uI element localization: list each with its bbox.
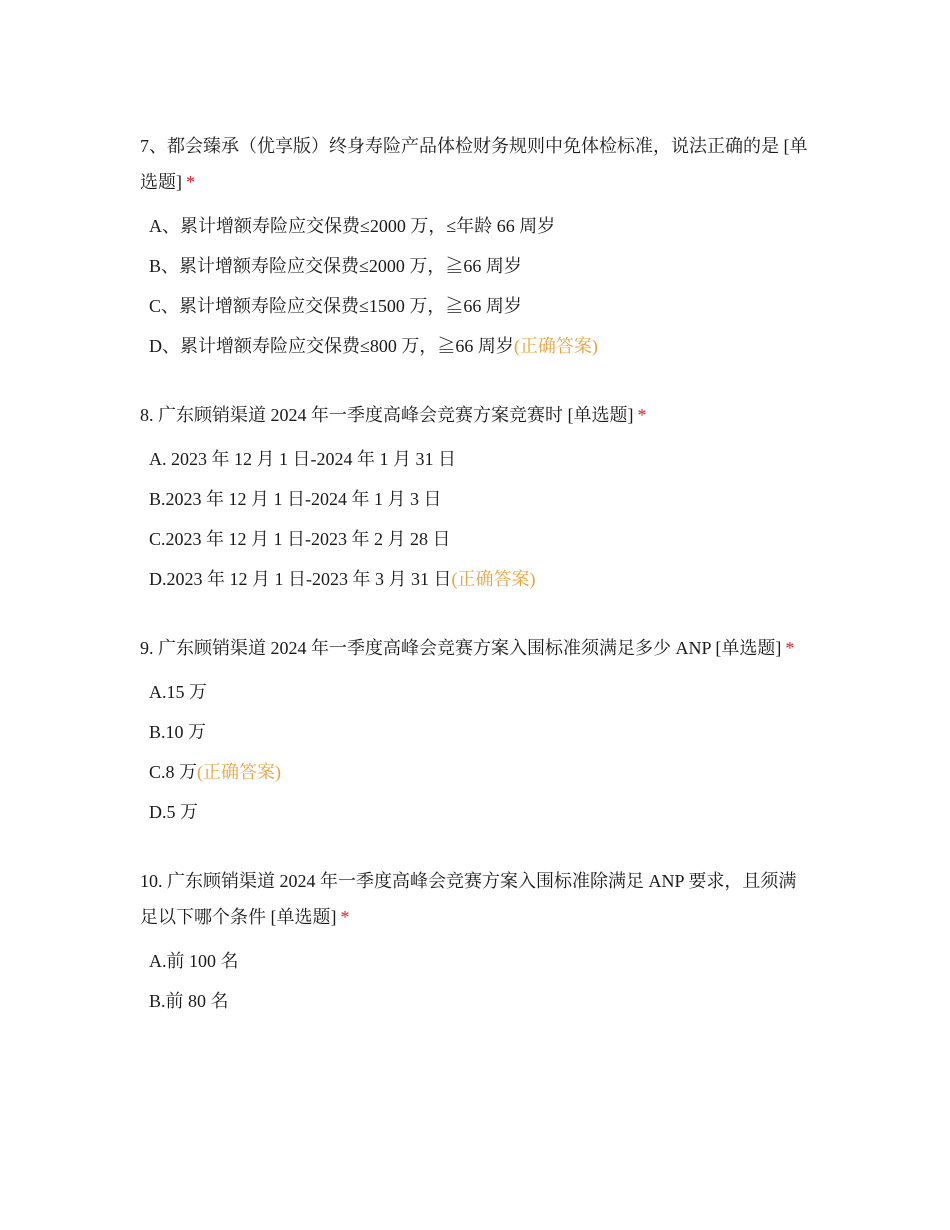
required-asterisk: * [340, 907, 350, 927]
required-asterisk: * [186, 172, 195, 192]
option-c: C.2023 年 12 月 1 日-2023 年 2 月 28 日 [149, 529, 451, 549]
question-9 [140, 630, 810, 832]
question-title: 10. 广东顾销渠道 2024 年一季度高峰会竞赛方案入围标准除满足 ANP 要求，且须满足以下哪个条件 [单选题] * [140, 871, 797, 927]
option-list [140, 439, 810, 599]
option-d: D.2023 年 12 月 1 日-2023 年 3 月 31 日(正确答案) [149, 569, 536, 589]
option-b: B.前 80 名 [149, 991, 229, 1011]
option-b: B.10 万 [149, 722, 207, 742]
correct-answer-label: (正确答案) [513, 336, 598, 356]
option-a: A.前 100 名 [149, 951, 239, 971]
option-b: B、累计增额寿险应交保费≤2000 万，≧66 周岁 [149, 256, 522, 276]
option-a: A.15 万 [149, 682, 207, 702]
option-list [140, 672, 810, 832]
correct-answer-label: (正确答案) [451, 569, 536, 589]
question-title: 7、都会臻承（优享版）终身寿险产品体检财务规则中免体检标准，说法正确的是 [单选题] * [140, 136, 808, 192]
option-a: A. 2023 年 12 月 1 日-2024 年 1 月 31 日 [149, 449, 456, 469]
correct-answer-label: (正确答案) [197, 762, 282, 782]
required-asterisk: * [637, 405, 647, 425]
question-8 [140, 397, 810, 599]
option-d: D.5 万 [149, 802, 198, 822]
question-10 [140, 863, 810, 1021]
question-title: 8. 广东顾销渠道 2024 年一季度高峰会竞赛方案竞赛时 [单选题] * [140, 405, 647, 425]
question-7 [140, 128, 810, 366]
option-c: C.8 万(正确答案) [149, 762, 282, 782]
required-asterisk: * [785, 638, 795, 658]
option-c: C、累计增额寿险应交保费≤1500 万，≧66 周岁 [149, 296, 522, 316]
option-list [140, 941, 810, 1021]
survey-document [140, 128, 810, 1052]
question-title: 9. 广东顾销渠道 2024 年一季度高峰会竞赛方案入围标准须满足多少 ANP [单选题] * [140, 638, 795, 658]
option-a: A、累计增额寿险应交保费≤2000 万，≤年龄 66 周岁 [149, 216, 556, 236]
option-d: D、累计增额寿险应交保费≤800 万，≧66 周岁(正确答案) [149, 336, 598, 356]
option-list [140, 206, 810, 366]
option-b: B.2023 年 12 月 1 日-2024 年 1 月 3 日 [149, 489, 442, 509]
